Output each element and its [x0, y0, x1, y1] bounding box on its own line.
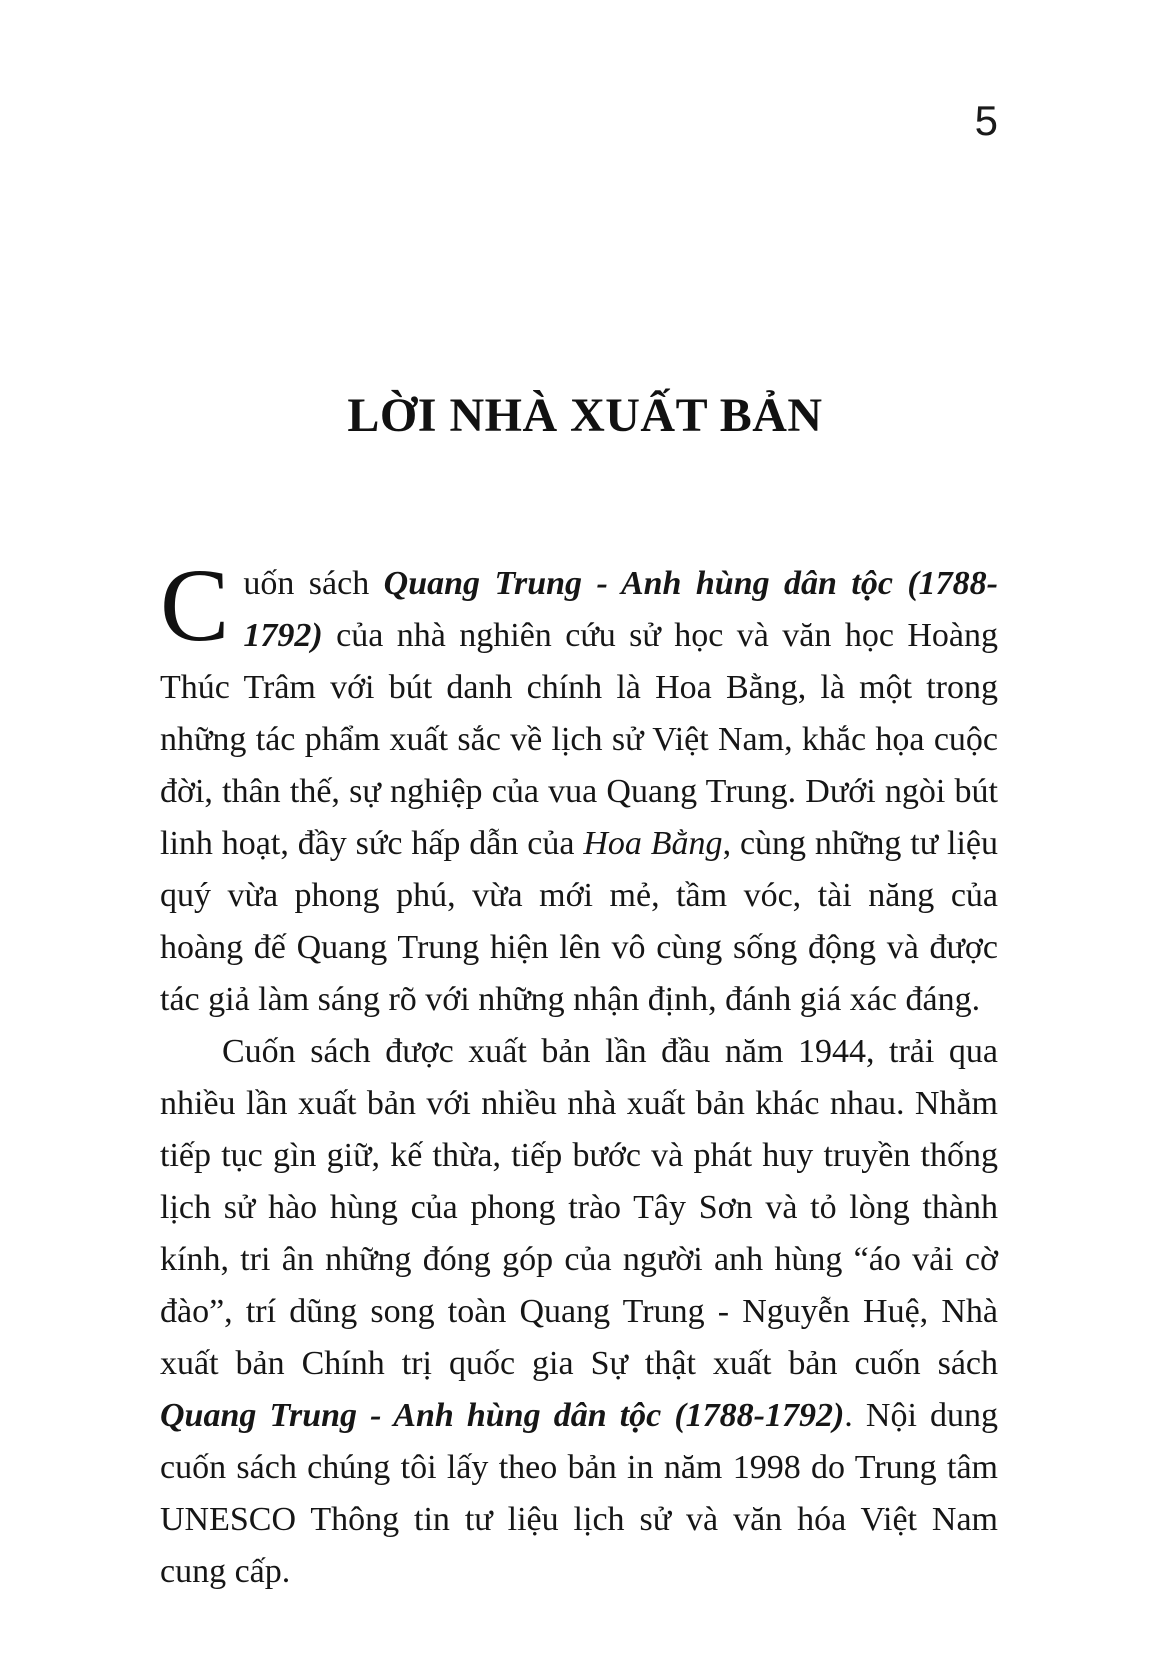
text-run: Cuốn sách được xuất bản lần đầu năm 1944, trải qua nhiều lần xuất bản với nhiều nhà xuất bản khác nhau. Nhằm tiếp tục gìn giữ, kế thừa, tiếp bước và phát huy truyền thống lịch sử hào hùng của phong trào Tây Sơn và tỏ lòng thành kính, tri ân những đóng góp của người anh hùng “áo vải cờ đào”, trí dũng song toàn Quang Trung - Nguyễn Huệ, Nhà xuất bản Chính trị quốc gia Sự thật xuất bản cuốn sách [160, 1033, 998, 1382]
text-run: của nhà nghiên cứu sử học và văn học Hoàng Thúc Trâm với bút danh chính là Hoa Bằng, là một trong những tác phẩm xuất sắc về lịch sử Việt Nam, khắc họa cuộc đời, thân thế, sự nghiệp của vua Quang Trung. Dưới ngòi bút linh hoạt, đầy sức hấp dẫn của [160, 617, 998, 862]
text-run: . Nội dung cuốn sách chúng tôi lấy theo bản in năm 1998 do Trung tâm UNESCO Thông tin tư liệu lịch sử và văn hóa Việt Nam cung cấp. [160, 1397, 998, 1590]
text-run: uốn sách [243, 565, 384, 602]
page-number: 5 [974, 97, 998, 144]
paragraph [160, 1026, 998, 1598]
chapter-title: LỜI NHÀ XUẤT BẢN [347, 389, 823, 442]
text-run: Quang Trung - Anh hùng dân tộc (1788-1792) [160, 1397, 845, 1434]
paragraph [160, 548, 998, 1026]
text-run: Hoa Bằng [583, 825, 723, 862]
text-run: , cùng những tư liệu quý vừa phong phú, vừa mới mẻ, tầm vóc, tài năng của hoàng đế Quang Trung hiện lên vô cùng sống động và được tác giả làm sáng rõ với những nhận định, đánh giá xác đáng. [160, 825, 998, 1018]
body-text [160, 548, 998, 1598]
text-run: Quang Trung - Anh hùng dân tộc (1788-1792) [243, 565, 998, 654]
drop-cap: C [160, 548, 230, 663]
